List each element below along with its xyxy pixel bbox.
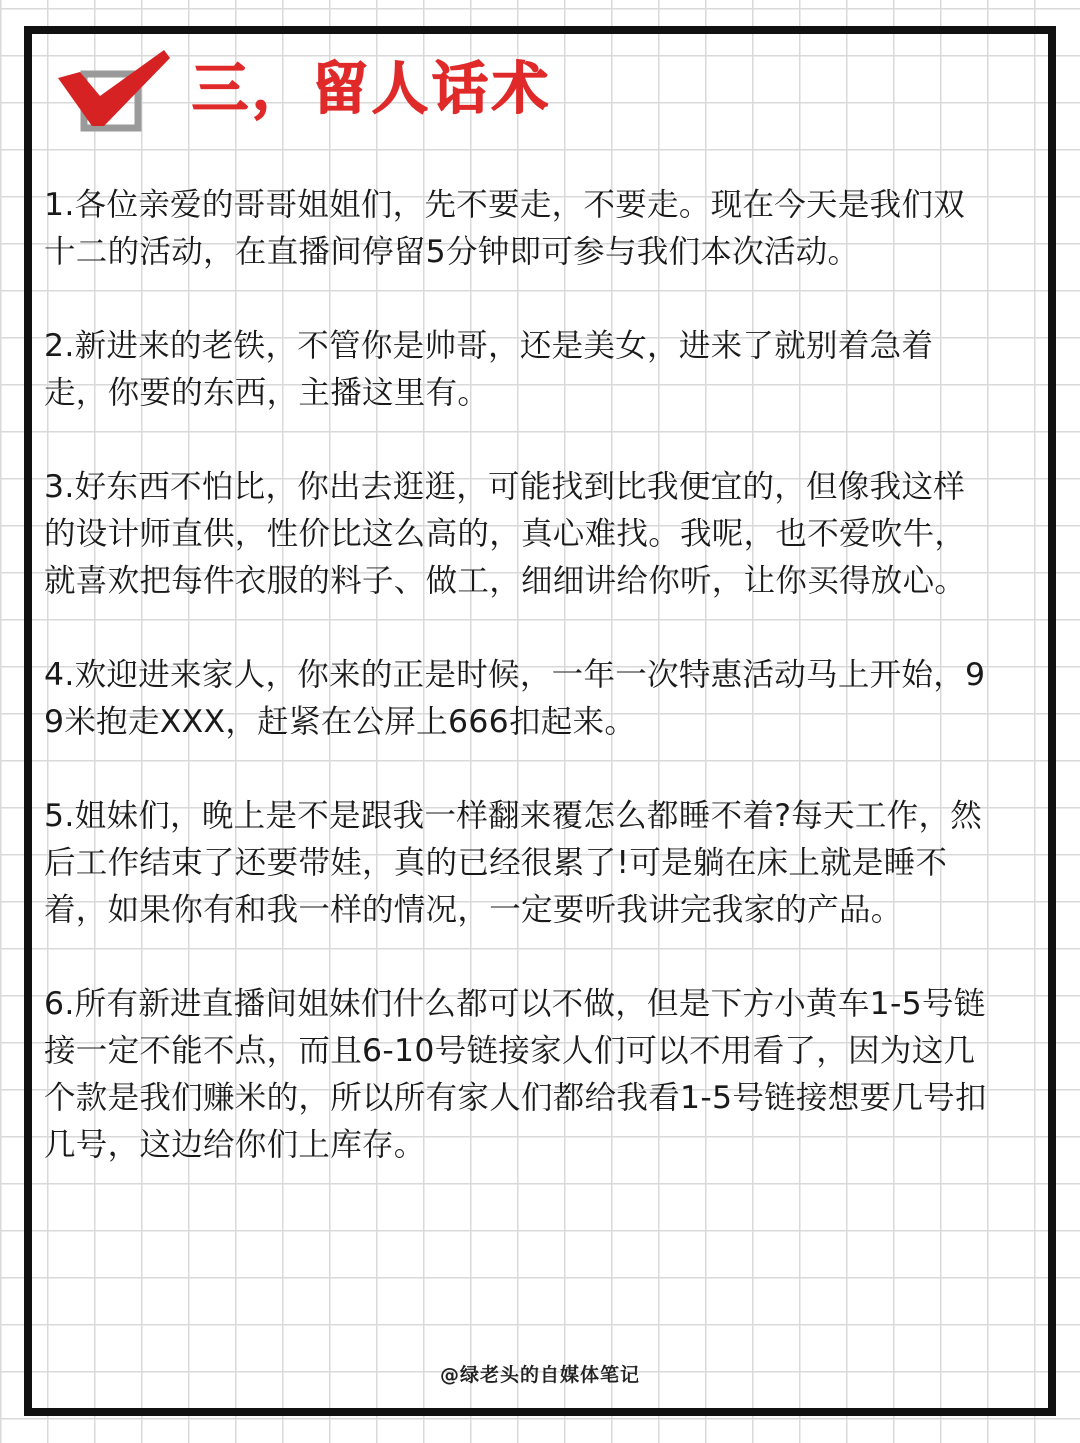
script-item-2: 2.新进来的老铁，不管你是帅哥，还是美女，进来了就别着急着走，你要的东西，主播这里有。 xyxy=(44,328,934,411)
checkmark-box-icon xyxy=(52,44,170,136)
script-item-4: 4.欢迎进来家人，你来的正是时候，一年一次特惠活动马上开始，99米抱走XXX，赶紧在公屏上666扣起来。 xyxy=(44,657,986,740)
script-item-3: 3.好东西不怕比，你出去逛逛，可能找到比我便宜的，但像我这样的设计师直供，性价比这么高的，真心难找。我呢，也不爱吹牛，就喜欢把每件衣服的料子、做工，细细讲给你听，让你买得放心。 xyxy=(44,469,967,599)
script-item-1: 1.各位亲爱的哥哥姐姐们，先不要走，不要走。现在今天是我们双十二的活动，在直播间停留5分钟即可参与我们本次活动。 xyxy=(44,187,966,270)
script-item-6: 6.所有新进直播间姐妹们什么都可以不做，但是下方小黄车1-5号链接一定不能不点，而且6-10号链接家人们可以不用看了，因为这几个款是我们赚米的，所以所有家人们都给我看1-5号链接想要几号扣几号，这边给你们上库存。 xyxy=(44,986,987,1163)
section-header xyxy=(52,44,552,136)
script-list xyxy=(44,182,992,1216)
author-watermark: @绿老头的自媒体笔记 xyxy=(439,1364,640,1386)
section-title: 三，留人话术 xyxy=(192,57,552,122)
script-item-5: 5.姐妹们，晚上是不是跟我一样翻来覆怎么都睡不着?每天工作，然后工作结束了还要带娃，真的已经很累了!可是躺在床上就是睡不着，如果你有和我一样的情况，一定要听我讲完我家的产品。 xyxy=(44,798,983,928)
